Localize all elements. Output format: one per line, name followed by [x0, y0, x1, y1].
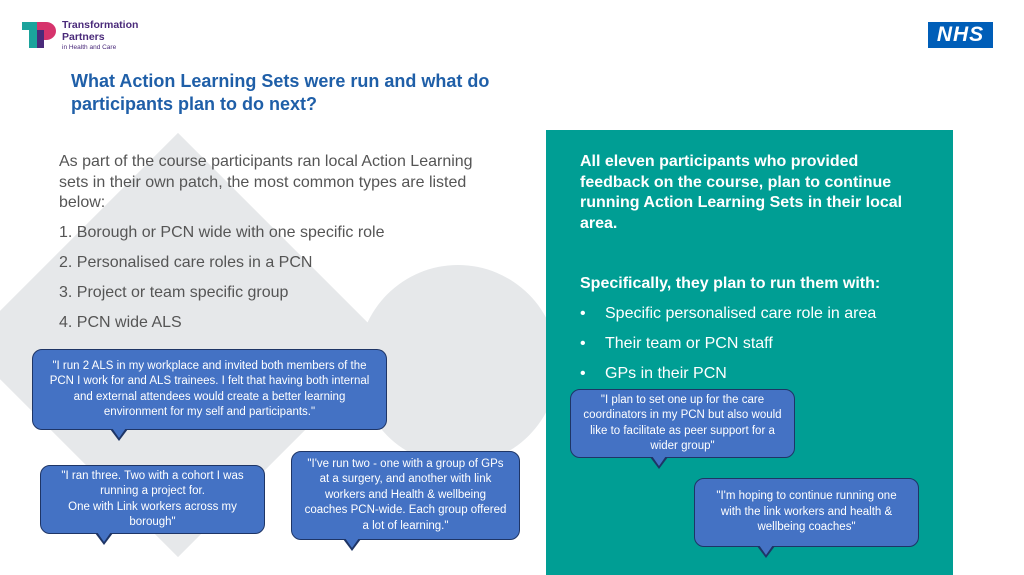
logo-line-2: Partners: [62, 31, 105, 43]
intro-text: As part of the course participants ran local Action Learning sets in their own patch, the most common types are listed below:: [59, 153, 473, 211]
quote-bubble-tail: [110, 429, 128, 441]
quote-text: "I ran three. Two with a cohort I was running a project for. One with Link workers across my borough": [61, 469, 244, 528]
quote-bubble: [40, 465, 265, 534]
ls-types-list: [59, 223, 385, 343]
list-item: • GPs in their PCN: [580, 364, 876, 394]
panel-subheading: Specifically, they plan to run them with:: [580, 275, 881, 292]
list-item: 1. Borough or PCN wide with one specific role: [59, 224, 385, 241]
logo-line-1: Transformation: [62, 19, 139, 31]
background-circle-shape: [358, 265, 558, 465]
list-item: 2. Personalised care roles in a PCN: [59, 254, 313, 271]
quote-bubble-tail: [343, 539, 361, 551]
quote-bubble: [32, 349, 387, 430]
quote-text: "I run 2 ALS in my workplace and invited both members of the PCN I work for and ALS trainees. I felt that having both internal and external attendees would create a better learning environment for my self and participants.": [49, 359, 370, 418]
panel-summary-text: All eleven participants who provided feedback on the course, plan to continue running Action Learning Sets in their local area.: [580, 153, 903, 232]
plans-list: [580, 304, 876, 394]
quote-text: "I've run two - one with a group of GPs at a surgery, and another with link workers and Health & wellbeing coaches PCN-wide. Each group offered a lot of learning.": [304, 457, 507, 532]
logo-wordmark: [62, 19, 138, 52]
tp-logo-icon: [22, 19, 58, 51]
quote-bubble: [694, 478, 919, 547]
list-item: 3. Project or team specific group: [59, 284, 289, 301]
quote-bubble-tail: [95, 533, 113, 545]
list-item: • Their team or PCN staff: [580, 334, 876, 364]
quote-bubble: [570, 389, 795, 458]
quote-text: "I'm hoping to continue running one with the link workers and health & wellbeing coaches": [716, 490, 897, 534]
list-item: 4. PCN wide ALS: [59, 314, 182, 331]
quote-bubble-tail: [650, 457, 668, 469]
quote-bubble: [291, 451, 520, 540]
list-item: • Specific personalised care role in area: [580, 304, 876, 334]
quote-bubble-tail: [757, 546, 775, 558]
logo-line-3: in Health and Care: [62, 44, 117, 51]
nhs-logo: NHS: [928, 22, 993, 48]
page-title: What Action Learning Sets were run and what do participants plan to do next?: [71, 71, 490, 114]
quote-text: "I plan to set one up for the care coordinators in my PCN but also would like to facilitate as peer support for a wider group": [583, 393, 782, 452]
transformation-partners-logo: [22, 19, 142, 51]
